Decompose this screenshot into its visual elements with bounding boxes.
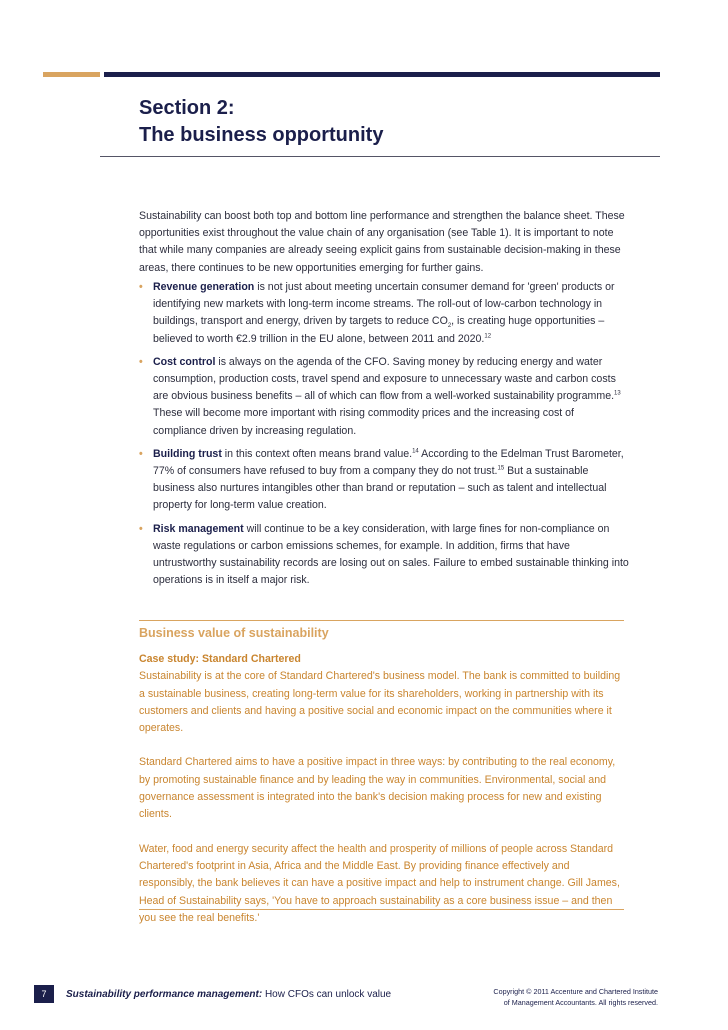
bullet-icon: •: [139, 281, 143, 293]
opportunity-list: [139, 279, 629, 595]
accent-bar-orange: [43, 72, 100, 77]
section-title: The business opportunity: [139, 124, 384, 146]
bullet-text: is always on the agenda of the CFO. Saving money by reducing energy and water consumption, production costs, travel spend and exposure to unnecessary waste and carbon costs are obvious business benefits – all of which can flow from a well-worked sustainability programme.: [153, 355, 616, 403]
list-item: [139, 279, 629, 348]
bullet-term: Cost control: [153, 355, 216, 368]
footnote-ref[interactable]: 14: [412, 448, 419, 455]
bullet-icon: •: [139, 522, 143, 535]
case-study-paragraph: Standard Chartered aims to have a positive impact in three ways: by contributing to the real economy, by promoting sustainable finance and by leading the way in communities. Environmental, social and governance assessment is integrated into the bank's decision making process for new and existing clients.: [139, 756, 616, 821]
page-title: [139, 95, 639, 149]
case-study-paragraph: Water, food and energy security affect the health and prosperity of millions of people across Standard Chartered's footprint in Asia, Africa and the Middle East. By providing finance effectively and responsibly, the bank believes it can have a positive impact and help to instrument change. Gill James, Head of Sustainability says, 'You have to approach sustainability as a core business issue – and then you see the real benefits.': [139, 842, 620, 924]
bullet-term: Risk management: [153, 522, 244, 535]
section-label: Section 2:: [139, 97, 235, 119]
copyright-line: of Management Accountants. All rights reserved.: [503, 998, 658, 1007]
case-study-text: Sustainability is at the core of Standard Chartered's business model. The bank is committed to building a sustainable business, creating long-term value for its shareholders, working in partnership with its customers and clients and having a positive social and economic impact on the communities where it operates.: [139, 670, 621, 735]
list-item: [139, 521, 629, 590]
footer-title: [66, 989, 391, 1000]
footnote-ref[interactable]: 13: [614, 390, 621, 397]
bullet-icon: •: [139, 355, 143, 368]
bullet-icon: •: [139, 447, 143, 460]
bullet-term: Revenue generation: [153, 281, 255, 293]
copyright-notice: [418, 986, 658, 1008]
accent-bar-navy: [104, 72, 660, 77]
case-study-heading: Business value of sustainability: [139, 626, 329, 640]
footer-title-bold: Sustainability performance management:: [66, 989, 263, 1000]
case-study-top-divider: [139, 620, 624, 621]
case-study-box: [139, 651, 624, 944]
bullet-text: , is creating huge opportunities – believed to worth €2.9 trillion in the EU alone, between 2011 and 2020.: [153, 315, 605, 345]
bullet-term: Building trust: [153, 447, 222, 460]
title-divider: [100, 156, 660, 157]
bullet-text: These will become more important with rising commodity prices and the increasing cost of compliance driven by increasing regulation.: [153, 407, 574, 437]
intro-paragraph: Sustainability can boost both top and bottom line performance and strengthen the balance sheet. These opportunities exist throughout the value chain of any organisation (see Table 1). It is important to note that while many companies are already seeing explicit gains from sustainable decision-making in these areas, there continues to be new opportunities emerging for further gains.: [139, 210, 625, 274]
bullet-text: in this context often means brand value.: [221, 447, 413, 460]
footnote-ref[interactable]: 15: [497, 465, 505, 472]
bullet-text: According to the Edelman Trust Barometer, 77% of consumers have refused to buy from a company they do not trust.: [153, 447, 624, 478]
copyright-line: Copyright © 2011 Accenture and Chartered Institute: [493, 987, 658, 996]
footnote-ref[interactable]: 12: [484, 333, 492, 340]
case-study-subheading: Case study: Standard Chartered: [139, 653, 301, 665]
subscript: 2: [447, 323, 452, 330]
list-item: [139, 446, 629, 515]
footer-title-rest: How CFOs can unlock value: [262, 989, 392, 1000]
bullet-text: will continue to be a key consideration, with large fines for non-compliance on waste regulations or carbon emissions schemes, for example. In addition, firms that have untrustworthy sustainability records are losing out on sales. Failure to embed sustainable thinking into operations is in itself a major risk.: [153, 522, 629, 587]
page-number: 7: [34, 985, 54, 1003]
bullet-text: is not just about meeting uncertain consumer demand for 'green' products or identifying new markets with long-term income streams. The roll-out of low-carbon technology in buildings, transport and energy, driven by targets to reduce CO: [153, 281, 615, 328]
bullet-text: But a sustainable business also nurtures intangibles other than brand or reputation – such as talent and intellectual property for long-term value creation.: [153, 465, 607, 512]
list-item: [139, 354, 629, 440]
case-study-bottom-divider: [139, 909, 624, 910]
case-study-paragraph: [139, 651, 624, 737]
